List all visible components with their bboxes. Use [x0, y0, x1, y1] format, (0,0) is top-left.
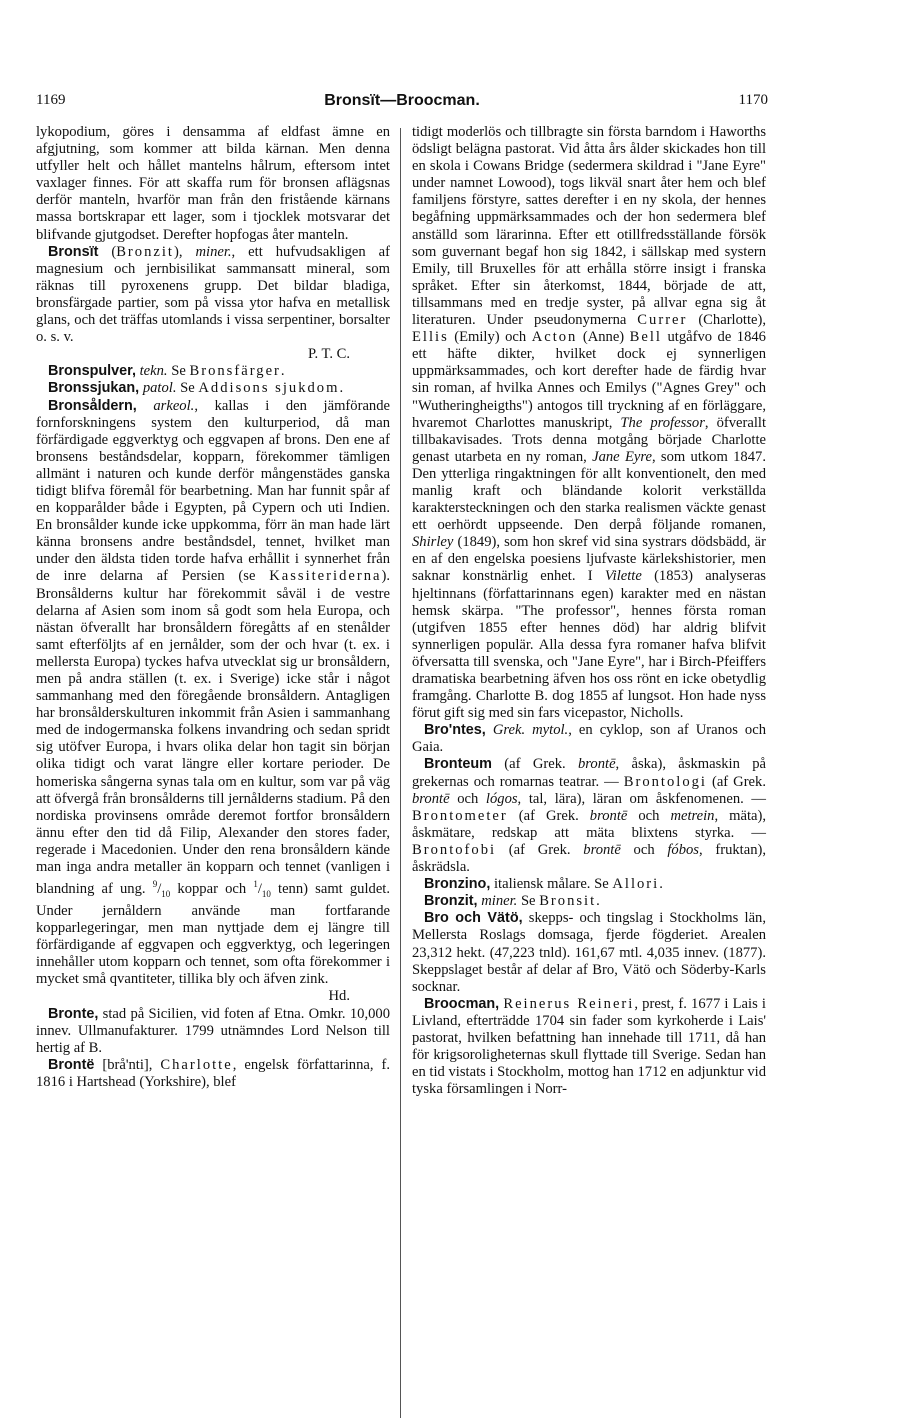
headword: Broocman, [424, 995, 500, 1012]
page-number-left: 1169 [36, 92, 66, 108]
headword: Bronzit, [424, 893, 478, 910]
headword: Bronsåldern, [48, 397, 137, 414]
headword: Bronssjukan, [48, 380, 140, 397]
entry-bronzino: Bronzino, italiensk målare. Se Allori. [424, 876, 663, 893]
entry-bro-och-vato: Bro och Vätö, skepps- och tingslag i Stockholms län, Mellersta Roslags domsaga, fjerde fögderiet. Arealen 23,312 hekt. (47,223 tnld). 161,67 mtl. 4,035 innev. (1877). Skeppslaget består af delar af Bro, Vätö och Söderby-Karls socknar. [412, 910, 766, 995]
entry-brontes: Bro'ntes, Grek. mytol., en cyklop, son af Uranos och Gaia. [412, 722, 767, 756]
headword: Bronsït [48, 243, 99, 260]
headword: Brontë [48, 1056, 95, 1073]
entry-bronspulver: Bronspulver, tekn. Se Bronsfärger. [48, 363, 285, 380]
entry-bronsit: Bronsït (Bronzit), miner., ett hufvudsakligen af magnesium och jernbisilikat sammansatt mineral, som räknas till pyroxenens grupp. Det bildar bladiga, bronsfärgade partier, som på vissa ytor hafva en metallisk glans, och det träffas utomlands i vissa serpentiner, borsalter o. s. v. [36, 243, 390, 346]
entry-bronteum: Bronteum (af Grek. brontē, åska), åskmaskin på grekernas och romarnas teatrar. — Brontologi (af Grek. brontē och lógos, tal, lära), läran om åskfenomenen. — Brontometer (af Grek. brontē och metrein, mäta), åskmätare, redskap att mäta blixtens styrka. — Brontofobi (af Grek. brontē och fóbos, fruktan), åskrädsla. [412, 756, 767, 876]
headword: Bronspulver, [48, 363, 136, 380]
author-signature: Hd. [328, 988, 350, 1005]
continued-paragraph: lykopodium, göres i densamma af eldfast ämne en afgjutning, som kommer att bilda kärnan. Men denna utfyller helt och hållet mantelns hålrum, eftersom intet vaxlager finnes. För att skaffa rum för bronsen aflägsnas derför manteln, hvarför man från den fristående kärnans massa bortskrapar ett lager, som i tjocklek motsvarar det blifvande gjutgodset. Derefter hopfogas åter manteln. [36, 124, 390, 243]
headword: Bronteum [424, 756, 492, 773]
page-header [36, 92, 768, 114]
headword: Bro och Vätö, [424, 910, 523, 927]
page-number-right: 1170 [738, 92, 768, 108]
left-column [36, 124, 390, 1091]
entry-bronsaldern: Bronsåldern, arkeol., kallas i den jämförande fornforskningens system den kulturperiod, då man förfärdigade eggverktyg och eggvapen af brons. Den ene af bronsens beståndsdelar, kopparn, förekommer tämligen allmänt i naturen och kunde derför mångenstädes ganska tidigt blifva föremål för bearbetning. Man har funnit spår af en kopparålder både i Egypten, på Cypern och uti Indien. En bronsålder kunde icke uppkomma, förr än man hade lärt känna bronsens andre beståndsdel, tennet, hvilket man under den äldsta tiden torde hafva erhållit i synnerhet från de inre delarna af Persien (se Kassiteriderna). Bronsålderns kultur har förekommit såväl i de vestre delarna af Asien som inom så godt som hela Europa, och nästan öfverallt har bronsåldern föregåtts af en stenålder samt efterföljts af en jernålder, som der och hvar (t. ex. i mellersta Europa) tyckes hafva utvecklat sig ur bronsåldern, men på andra ställen (t. ex. i Sverige) icke står i något sammanhang med den föregående bronsåldern. Antagligen har bronsålderskulturen inkommit från Asien i sammanhang med de indogermanska folkens invandring och sedan spridt sig utöfver Europa, i hvars olika delar hon tagit sin början olika tidigt och varat längre eller kortare perioder. De homeriska sångerna synas tala om en kultur, som var på väg att öfvergå från bronsålderns till jernålderns stadium. På den nordiska provinsens område deremot fortfor bronsåldern ännu efter den tid då Filip, Alexander den stores fader, regerade i Macedonien. Under den rena bronsåldern kände man inga andra metaller än kopparn och tennet (vanligen i blandning af ung. $^9/_{10}$ koppar och $^1/_{10}$ tenn) samt guldet. Under jernåldern använde man fortfarande kopparlegeringar, men man nyttjade dem ej längre till förfärdigande af eggvapen och eggverktyg, och legeringen innehåller utom kopparn och tennet, som ofta förekommer i mycket små qvantiteter, tillika bly och äfven zink. [36, 397, 390, 988]
headword: Bronzino, [424, 876, 491, 893]
headword: Bro'ntes, [424, 722, 486, 739]
right-column [412, 124, 766, 1098]
entry-broocman: Broocman, Reinerus Reineri, prest, f. 1677 i Lais i Livland, efterträdde 1704 sin fader som kyrkoherde i Lais' pastorat, hvilken befattning han innehade till 1711, då han för krigsoroligheternas skull flyttade till Sverige. Sedan han en tid vistats i Stockholm, mottog han 1712 en adjunktur vid tyska församlingen i Norr- [412, 995, 766, 1098]
column-divider [400, 128, 401, 1418]
entry-bronte-city: Bronte, stad på Sicilien, vid foten af Etna. Omkr. 10,000 innev. Ullmanufakturer. 1799 utnämndes Lord Nelson till hertig af B. [36, 1005, 390, 1056]
entry-bronzit: Bronzit, miner. Se Bronsit. [424, 893, 600, 910]
entry-bronte-charlotte: Brontë [brå'nti], Charlotte, engelsk författarinna, f. 1816 i Hartshead (Yorkshire), blef [36, 1056, 390, 1090]
running-title: Bronsït—Broocman. [324, 92, 480, 109]
entry-bronssjukan: Bronssjukan, patol. Se Addisons sjukdom. [48, 380, 344, 397]
continued-paragraph: tidigt moderlös och tillbragte sin första barndom i Haworths ödsligt belägna pastorat. Vid åtta års ålder skickades hon till en skola i Cowans Bridge (sedermera skildrad i "Jane Eyre" under namnet Lowood), togs likväl snart åter hem och blef familjens förstyre, sattes derefter i en ny skola, der hennes begåfning uppmärksammades och der hon sedermera blef anställd som lärarinna. Efter ett otillfredsställande försök som guvernant begaf hon sig 1842, i sällskap med systern Emily, till Bruxelles för att erhålla större insigt i franska språket. Efter sin återkomst, 1844, började de att, tillsammans med en tredje syster, på allvar egna sig åt literaturen. Under pseudonymerna Currer (Charlotte), Ellis (Emily) och Acton (Anne) Bell utgåfvo de 1846 ett häfte dikter, hvilket dock ej synnerligen uppmärksammades, och kort derefter hade de färdig hvar sin roman, af hvilka Annes och Emilys ("Agnes Grey" och "Wutheringheigths") antogos till tryckning af en förläggare, hvaremot Charlottes manuskript, The professor, öfverallt tillbakavisades. Trots denna motgång började Charlotte genast utarbeta en ny roman, Jane Eyre, som utkom 1847. Den ytterliga ringaktningen för allt konventionelt, den med manlig kraft och bländande kolorit verkställda karaktersteckningen och den starka realismen väckte genast ett oerhördt uppseende. Den derpå följande romanen, Shirley (1849), som hon skref vid sina systrars dödsbädd, är en af den engelska poesiens ljufvaste kärlekshistorier, men saknar konstnärlig enhet. I Vilette (1853) analyseras hjeltinnans (författarinnans egen) karakter med en nästan hemsk skärpa. "The professor", hennes första roman (utgifven 1855 efter hennes död) har aldrig blifvit synnerligen populär. Alla dessa fyra romaner hafva blifvit öfversatta till svenska, och "Jane Eyre", har i Birch-Pfeiffers dramatiska bearbetning äfven hos oss rönt en icke obetydlig framgång. Charlotte B. dog 1855 af lungsot. Hon hade nyss förut gift sig med sin fars vicepastor, Nicholls. [412, 124, 767, 722]
author-signature: P. T. C. [307, 346, 350, 363]
headword: Bronte, [48, 1005, 99, 1022]
